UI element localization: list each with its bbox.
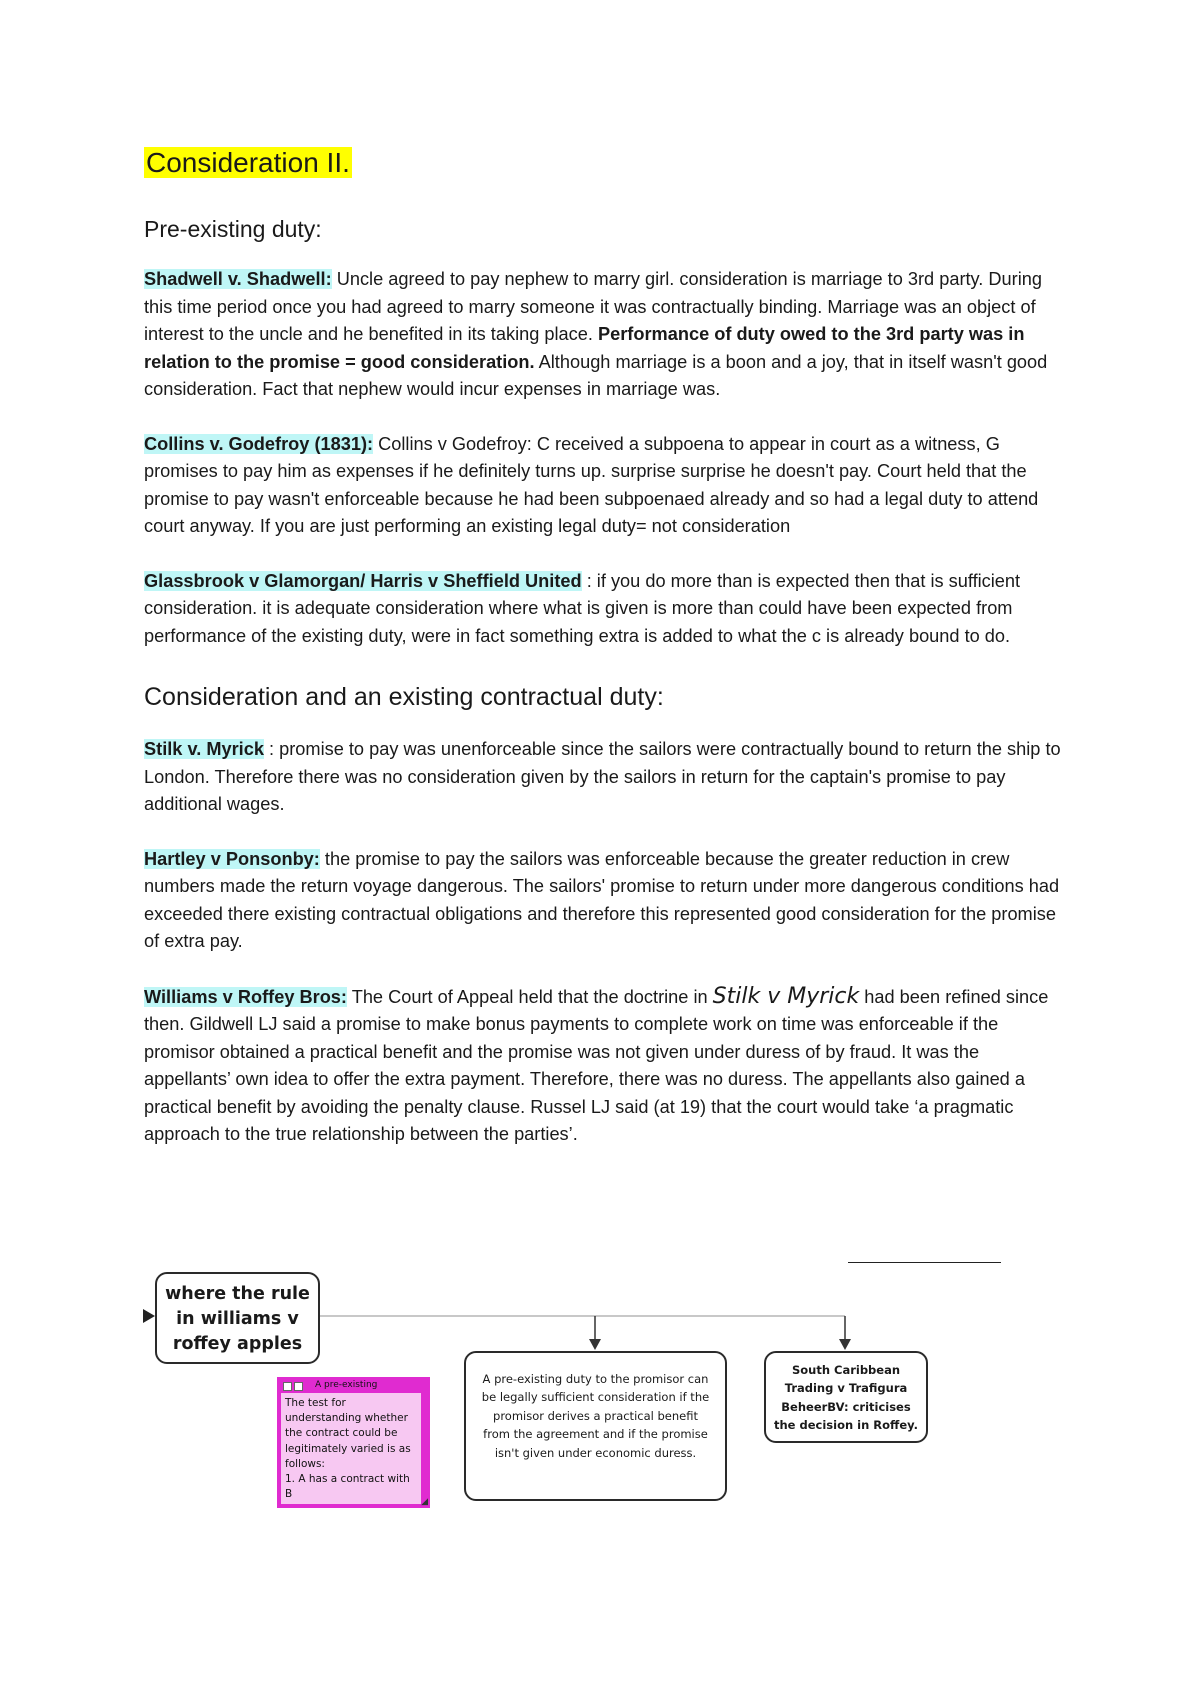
case-name: Williams v Roffey Bros:: [144, 986, 347, 1007]
case-hartley: Hartley v Ponsonby: the promise to pay the sailors was enforceable because the greater reduction in crew numbers made the return voyage dangerous. The sailors' promise to return under more dangerous conditions had exceeded there existing contractual obligations and therefore this represented good consideration for the promise of extra pay.: [144, 848, 1060, 951]
window-controls-icon: [283, 1382, 305, 1391]
case-collins: Collins v. Godefroy (1831): Collins v Godefroy: C received a subpoena to appear in court as a witness, G promises to pay him as expenses if he definitely turns up. surprise surprise he doesn't pay. Court held that the promise to pay wasn't enforceable because he had been subpoenaed already and so had a legal duty to attend court anyway. If you are just performing an existing legal duty= not consideration: [144, 433, 1039, 536]
note-body: The test for understanding whether the contract could be legitimately varied is as follows: 1. A has a contract with B: [281, 1393, 421, 1504]
diagram-right-node: South Caribbean Trading v Trafigura BeheerBV: criticises the decision in Roffey.: [764, 1351, 928, 1443]
resize-handle-icon: ◢: [421, 1497, 428, 1507]
diagram-middle-node: A pre-existing duty to the promisor can be legally sufficient consideration if the promisor derives a practical benefit from the agreement and if the promise isn't given under economic duress.: [464, 1351, 727, 1501]
case-williams: Williams v Roffey Bros: The Court of Appeal held that the doctrine in Stilk v Myrick had been refined since then. Gildwell LJ said a promise to make bonus payments to complete work on time was enforceable if the promisor obtained a practical benefit and the promise was not given under duress of by fraud. It was the appellants’ own idea to offer the extra payment. Therefore, there was no duress. The appellants also gained a practical benefit by avoiding the penalty clause. Russel LJ said (at 19) that the court would take ‘a pragmatic approach to the true relationship between the parties’.: [144, 983, 1049, 1144]
document-body: [144, 146, 1069, 1176]
case-name: Hartley v Ponsonby:: [144, 848, 320, 869]
horizontal-rule: [848, 1262, 1001, 1263]
case-shadwell: Shadwell v. Shadwell: Uncle agreed to pay nephew to marry girl. consideration is marriage to 3rd party. During this time period once you had agreed to marry someone it was contractually binding. Marriage was an object of interest to the uncle and he benefited in its taking place. Performance of duty owed to the 3rd party was in relation to the promise = good consideration. Although marriage is a boon and a joy, that in itself wasn't good consideration. Fact that nephew would incur expenses in marriage was.: [144, 269, 1048, 399]
case-name: Stilk v. Myrick: [144, 739, 264, 759]
section-heading-contractual-duty: Consideration and an existing contractual duty:: [144, 683, 664, 711]
case-glassbrook: Glassbrook v Glamorgan/ Harris v Sheffield United : if you do more than is expected then that is sufficient consideration. it is adequate consideration where what is given is more than could have been expected from performance of the existing duty, were in fact something extra is added to what the c is already bound to do.: [144, 570, 1021, 646]
case-name: Glassbrook v Glamorgan/ Harris v Sheffield United: [144, 570, 582, 591]
case-name: Collins v. Godefroy (1831):: [144, 433, 374, 454]
arrow-down-icon: [589, 1339, 601, 1350]
note-header: A pre-existing: [279, 1379, 428, 1391]
entry-arrow-icon: [143, 1309, 155, 1323]
note-popup: [277, 1377, 430, 1508]
diagram-root-node: where the rule in williams v roffey apples: [155, 1272, 320, 1364]
section-heading-pre-existing-duty: Pre-existing duty:: [144, 216, 322, 242]
case-name: Shadwell v. Shadwell:: [144, 269, 332, 289]
case-stilk: Stilk v. Myrick : promise to pay was unenforceable since the sailors were contractually bound to return the ship to London. Therefore there was no consideration given by the sailors in return for the captain's promise to pay additional wages.: [144, 739, 1061, 814]
page-title: Consideration II.: [146, 147, 350, 178]
arrow-down-icon: [839, 1339, 851, 1350]
